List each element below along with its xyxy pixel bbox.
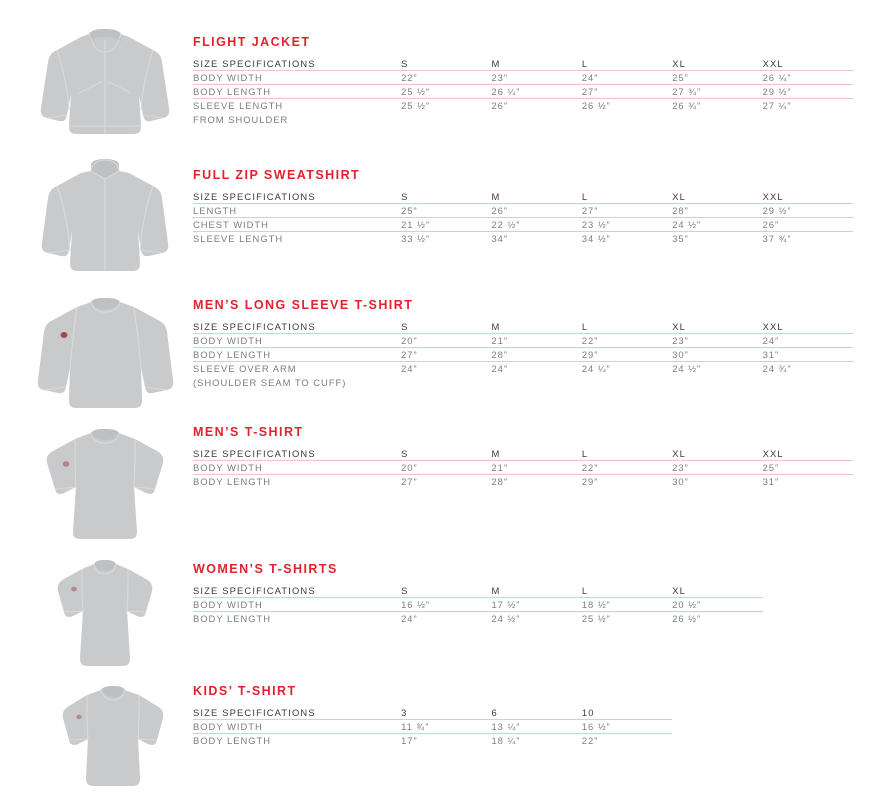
row-value-empty: [763, 719, 853, 733]
row-value: 24 ¼”: [582, 362, 672, 389]
table-row: [193, 474, 853, 488]
row-value: 26 ¼”: [763, 70, 853, 84]
size-header-s: S: [401, 447, 409, 459]
table-row: [193, 597, 853, 611]
row-value: 21 ½”: [401, 217, 491, 231]
table-row: [193, 733, 853, 747]
mens-long-sleeve-tee-illustration: [20, 290, 190, 412]
table-row: [193, 99, 853, 126]
table-header-row: [193, 586, 853, 597]
row-value: 23”: [672, 460, 762, 474]
row-value: 24 ½”: [672, 217, 762, 231]
row-value: 26 ¾”: [672, 99, 762, 126]
row-label-line2: (SHOULDER SEAM TO CUFF): [193, 376, 347, 388]
row-value-empty: [672, 719, 762, 733]
row-value: 22”: [401, 70, 491, 84]
section-title: FULL ZIP SWEATSHIRT: [193, 168, 361, 182]
size-header-m: M: [491, 320, 501, 332]
row-label: BODY LENGTH: [193, 733, 401, 747]
row-value: 27”: [401, 474, 491, 488]
row-value: 20”: [401, 333, 491, 347]
kids-tee-table: [193, 685, 853, 747]
row-label: [193, 362, 401, 389]
table-header-row: [193, 708, 853, 719]
row-value: 28”: [491, 347, 581, 361]
row-label: BODY LENGTH: [193, 611, 401, 625]
size-header-xxl: XXL: [762, 320, 784, 332]
section-title: MEN’S T-SHIRT: [193, 425, 304, 439]
size-header-s: S: [401, 57, 409, 69]
size-header-l: L: [581, 320, 589, 332]
table-header-row: [193, 449, 853, 460]
row-value: 21”: [491, 333, 581, 347]
row-label-line1: SLEEVE OVER ARM: [193, 363, 297, 375]
row-value: 28”: [491, 474, 581, 488]
size-header-6: 6: [491, 706, 498, 718]
row-value: 11 ¾”: [401, 719, 491, 733]
row-value: 26”: [763, 217, 853, 231]
size-header-l: L: [581, 447, 589, 459]
row-value: 25”: [763, 460, 853, 474]
table-row: [193, 70, 853, 84]
size-header-xl: XL: [672, 447, 686, 459]
flight-jacket-table: [193, 36, 853, 126]
row-value: 16 ½”: [401, 597, 491, 611]
row-value: 17”: [401, 733, 491, 747]
size-header-empty: [672, 708, 762, 719]
womens-tee-table: [193, 563, 853, 625]
row-label: [193, 99, 401, 126]
size-header-empty: [763, 708, 853, 719]
row-value: 22”: [582, 733, 672, 747]
row-value: 18 ¼”: [491, 733, 581, 747]
table-row: [193, 611, 853, 625]
row-label: BODY WIDTH: [193, 70, 401, 84]
spec-table: [193, 322, 853, 389]
row-value: 27”: [401, 347, 491, 361]
row-value: 27 ¾”: [672, 84, 762, 98]
row-value: 24 ½”: [491, 611, 581, 625]
size-header-xl: XL: [672, 190, 686, 202]
spec-table: [193, 449, 853, 489]
row-label: BODY LENGTH: [193, 347, 401, 361]
table-row: [193, 460, 853, 474]
row-value: 27”: [582, 203, 672, 217]
row-value: 22”: [582, 333, 672, 347]
table-header-row: [193, 192, 853, 203]
table-header-row: [193, 59, 853, 70]
row-value: 34 ½”: [582, 232, 672, 246]
row-label: SLEEVE LENGTH: [193, 232, 401, 246]
spec-table: [193, 59, 853, 126]
row-label: BODY WIDTH: [193, 333, 401, 347]
row-value: 29 ½”: [763, 203, 853, 217]
row-label: BODY WIDTH: [193, 597, 401, 611]
row-value: 25”: [672, 70, 762, 84]
spec-table: [193, 192, 853, 246]
spec-label-header: SIZE SPECIFICATIONS: [193, 447, 316, 459]
row-value: 20 ½”: [672, 597, 762, 611]
table-row: [193, 84, 853, 98]
row-value-empty: [672, 733, 762, 747]
size-header-xxl: XXL: [762, 190, 784, 202]
section-title: FLIGHT JACKET: [193, 35, 311, 49]
size-header-xl: XL: [672, 584, 686, 596]
spec-label-header: SIZE SPECIFICATIONS: [193, 320, 316, 332]
row-value: 26 ¼”: [491, 84, 581, 98]
row-value: 31”: [763, 474, 853, 488]
row-value: 18 ½”: [582, 597, 672, 611]
mens-tee-illustration: [20, 423, 190, 543]
row-value: 22 ½”: [491, 217, 581, 231]
spec-label-header: SIZE SPECIFICATIONS: [193, 706, 316, 718]
row-value: 20”: [401, 460, 491, 474]
row-value-empty: [763, 611, 853, 625]
row-value: 34”: [491, 232, 581, 246]
row-value: 23 ½”: [582, 217, 672, 231]
row-value: 37 ¾”: [763, 232, 853, 246]
row-value: 25 ½”: [582, 611, 672, 625]
table-row: [193, 203, 853, 217]
size-header-xxl: XXL: [762, 447, 784, 459]
size-header-m: M: [491, 190, 501, 202]
size-header-m: M: [491, 584, 501, 596]
mens-long-sleeve-tee-table: [193, 299, 853, 389]
row-value: 22”: [582, 460, 672, 474]
row-label-line2: FROM SHOULDER: [193, 113, 289, 125]
table-row: [193, 719, 853, 733]
row-value: 27 ¼”: [763, 99, 853, 126]
size-header-l: L: [581, 190, 589, 202]
womens-tee-illustration: [20, 554, 190, 672]
row-label-line1: SLEEVE LENGTH: [193, 100, 284, 112]
table-row: [193, 232, 853, 246]
size-header-s: S: [401, 584, 409, 596]
full-zip-sweatshirt-table: [193, 169, 853, 246]
row-label: LENGTH: [193, 203, 401, 217]
size-header-xl: XL: [672, 57, 686, 69]
row-value: 23”: [491, 70, 581, 84]
size-header-s: S: [401, 320, 409, 332]
row-value: 25 ½”: [401, 99, 491, 126]
kids-tee-illustration: [28, 678, 198, 790]
row-label: BODY WIDTH: [193, 460, 401, 474]
table-row: [193, 362, 853, 389]
row-label: BODY LENGTH: [193, 84, 401, 98]
spec-table: [193, 708, 853, 748]
row-value: 26 ½”: [582, 99, 672, 126]
row-value: 25”: [401, 203, 491, 217]
row-value: 24 ½”: [672, 362, 762, 389]
spec-label-header: SIZE SPECIFICATIONS: [193, 57, 316, 69]
table-row: [193, 333, 853, 347]
row-label: BODY LENGTH: [193, 474, 401, 488]
row-value: 24”: [401, 362, 491, 389]
table-row: [193, 217, 853, 231]
row-value: 29”: [582, 347, 672, 361]
row-label: CHEST WIDTH: [193, 217, 401, 231]
row-value: 24”: [763, 333, 853, 347]
row-value: 17 ½”: [491, 597, 581, 611]
row-value: 27”: [582, 84, 672, 98]
section-title: MEN’S LONG SLEEVE T-SHIRT: [193, 298, 414, 312]
row-value: 16 ½”: [582, 719, 672, 733]
table-row: [193, 347, 853, 361]
size-header-m: M: [491, 57, 501, 69]
row-value: 13 ¼”: [491, 719, 581, 733]
section-title: KIDS’ T-SHIRT: [193, 684, 297, 698]
spec-label-header: SIZE SPECIFICATIONS: [193, 584, 316, 596]
size-header-s: S: [401, 190, 409, 202]
size-header-xl: XL: [672, 320, 686, 332]
row-value: 30”: [672, 474, 762, 488]
row-value: 24”: [491, 362, 581, 389]
mens-tee-table: [193, 426, 853, 488]
row-value: 26 ½”: [672, 611, 762, 625]
flight-jacket-illustration: [20, 22, 190, 147]
row-value-empty: [763, 733, 853, 747]
full-zip-sweatshirt-illustration: [20, 156, 190, 276]
row-value: 23”: [672, 333, 762, 347]
spec-table: [193, 586, 853, 626]
size-header-3: 3: [401, 706, 408, 718]
row-value: 21”: [491, 460, 581, 474]
spec-label-header: SIZE SPECIFICATIONS: [193, 190, 316, 202]
size-header-empty: [763, 586, 853, 597]
row-value: 28”: [672, 203, 762, 217]
size-header-l: L: [581, 57, 589, 69]
row-value: 24”: [582, 70, 672, 84]
row-value: 30”: [672, 347, 762, 361]
row-value: 29 ½”: [763, 84, 853, 98]
size-header-10: 10: [581, 706, 595, 718]
row-value: 29”: [582, 474, 672, 488]
row-value: 26”: [491, 203, 581, 217]
row-value: 26”: [491, 99, 581, 126]
section-title: WOMEN’S T-SHIRTS: [193, 562, 338, 576]
row-value-empty: [763, 597, 853, 611]
row-value: 25 ½”: [401, 84, 491, 98]
size-header-m: M: [491, 447, 501, 459]
size-header-l: L: [581, 584, 589, 596]
row-value: 35”: [672, 232, 762, 246]
row-value: 31”: [763, 347, 853, 361]
row-value: 33 ½”: [401, 232, 491, 246]
row-label: BODY WIDTH: [193, 719, 401, 733]
row-value: 24”: [401, 611, 491, 625]
row-value: 24 ¾”: [763, 362, 853, 389]
size-header-xxl: XXL: [762, 57, 784, 69]
table-header-row: [193, 322, 853, 333]
